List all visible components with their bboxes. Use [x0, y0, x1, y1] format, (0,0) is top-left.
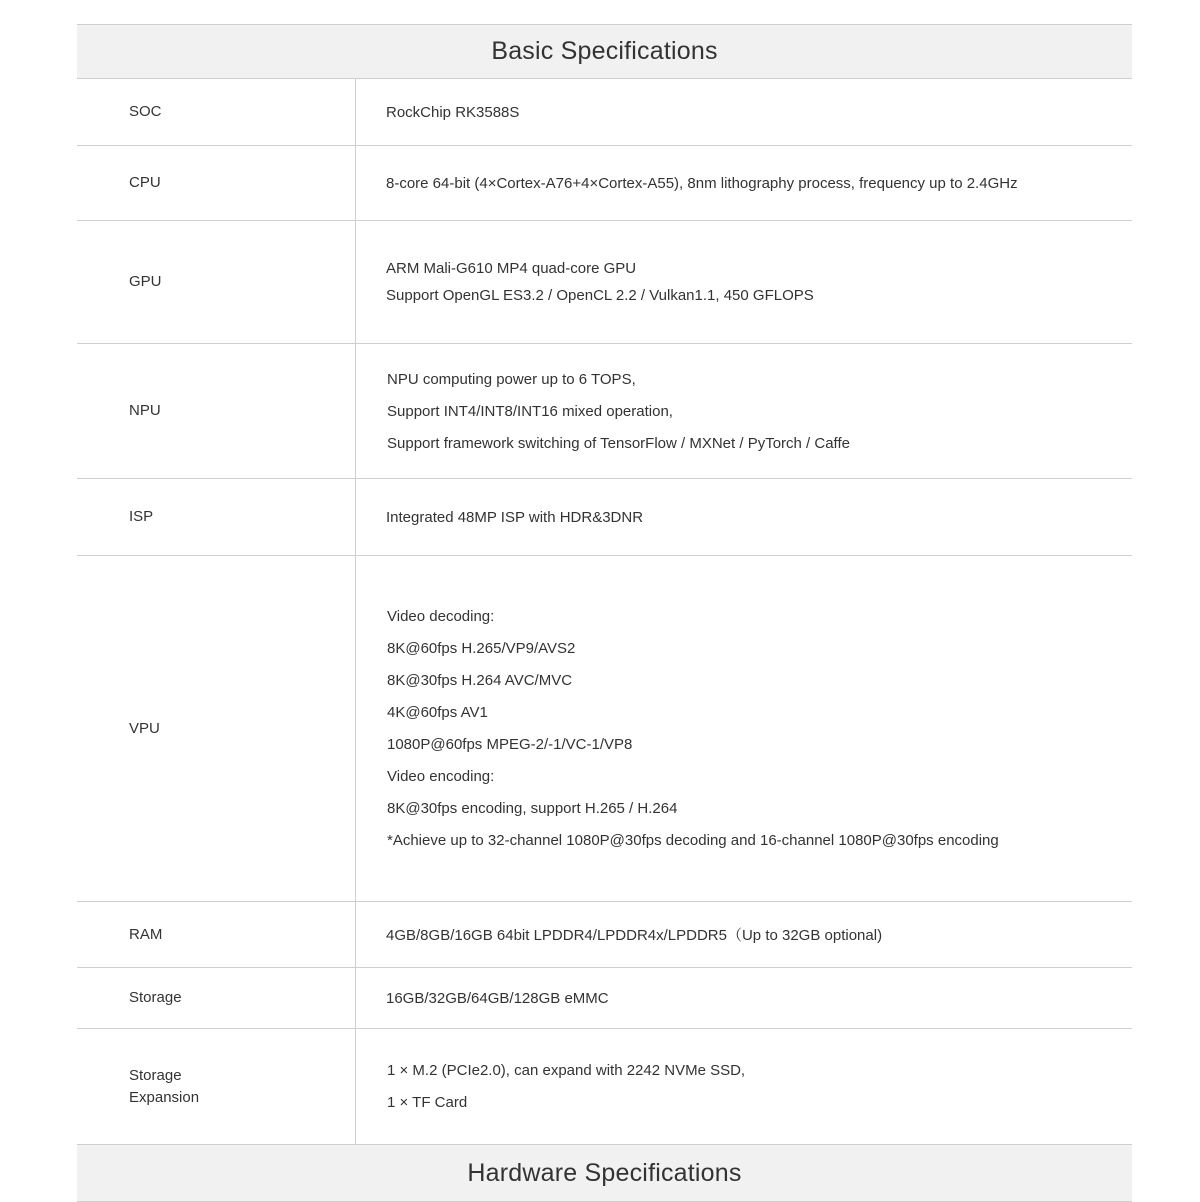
spec-value — [356, 221, 1132, 343]
spec-value-line: 1 × M.2 (PCIe2.0), can expand with 2242 NVMe SSD, — [387, 1062, 746, 1079]
section-title-basic: Basic Specifications — [491, 37, 718, 65]
spec-value-line: 1 × TF Card — [387, 1094, 468, 1111]
spec-row-cpu — [77, 146, 1132, 221]
spec-row-soc — [77, 79, 1132, 146]
spec-value-line: *Achieve up to 32-channel 1080P@30fps decoding and 16-channel 1080P@30fps encoding — [387, 832, 999, 849]
spec-value — [356, 1029, 1132, 1144]
spec-value-line: 4GB/8GB/16GB 64bit LPDDR4/LPDDR4x/LPDDR5（Up to 32GB optional) — [386, 927, 883, 944]
spec-value-line: RockChip RK3588S — [386, 103, 520, 121]
spec-value-line: Integrated 48MP ISP with HDR&3DNR — [386, 508, 644, 526]
spec-value — [356, 968, 1132, 1028]
spec-label: Storage — [77, 968, 356, 1028]
section-header-hardware — [77, 1144, 1132, 1202]
spec-value-line: Video encoding: — [387, 768, 495, 785]
spec-label: ISP — [77, 479, 356, 555]
spec-value-line: Support OpenGL ES3.2 / OpenCL 2.2 / Vulkan1.1, 450 GFLOPS — [386, 287, 814, 304]
spec-row-storage — [77, 968, 1132, 1029]
section-header-basic — [77, 24, 1132, 79]
spec-label: SOC — [77, 79, 356, 145]
spec-value-line: Video decoding: — [387, 608, 495, 625]
spec-label: VPU — [77, 556, 356, 901]
spec-label — [77, 1029, 356, 1144]
spec-value-line: 8K@30fps H.264 AVC/MVC — [387, 672, 573, 689]
spec-row-npu — [77, 344, 1132, 479]
spec-value — [356, 902, 1132, 967]
spec-value-line: Support INT4/INT8/INT16 mixed operation, — [387, 402, 673, 420]
spec-value-line: 4K@60fps AV1 — [387, 704, 488, 721]
spec-label: GPU — [77, 221, 356, 343]
spec-value-line: 16GB/32GB/64GB/128GB eMMC — [386, 989, 609, 1007]
spec-value-line: 8K@30fps encoding, support H.265 / H.264 — [387, 800, 678, 817]
spec-label: NPU — [77, 344, 356, 478]
spec-row-ram — [77, 902, 1132, 968]
spec-value-line: 8-core 64-bit (4×Cortex-A76+4×Cortex-A55), 8nm lithography process, frequency up to 2.4GHz — [386, 174, 1018, 192]
spec-value — [356, 79, 1132, 145]
spec-value-line: 8K@60fps H.265/VP9/AVS2 — [387, 640, 576, 657]
spec-value — [356, 556, 1132, 901]
spec-label-text: Storage Expansion — [129, 1066, 200, 1106]
spec-value — [356, 146, 1132, 220]
spec-value-line: 1080P@60fps MPEG-2/-1/VC-1/VP8 — [387, 736, 633, 753]
spec-row-vpu — [77, 556, 1132, 902]
spec-row-storage-expansion — [77, 1029, 1132, 1144]
spec-value-line: Support framework switching of TensorFlow / MXNet / PyTorch / Caffe — [387, 434, 850, 452]
spec-sheet — [77, 24, 1132, 1202]
spec-value-line: ARM Mali-G610 MP4 quad-core GPU — [386, 260, 637, 277]
spec-table-basic — [77, 79, 1132, 1144]
spec-row-isp — [77, 479, 1132, 556]
spec-value — [356, 479, 1132, 555]
spec-label: CPU — [77, 146, 356, 220]
spec-value-line: NPU computing power up to 6 TOPS, — [387, 370, 636, 388]
spec-row-gpu — [77, 221, 1132, 344]
section-title-hardware: Hardware Specifications — [467, 1158, 742, 1187]
spec-value — [356, 344, 1132, 478]
spec-label: RAM — [77, 902, 356, 967]
